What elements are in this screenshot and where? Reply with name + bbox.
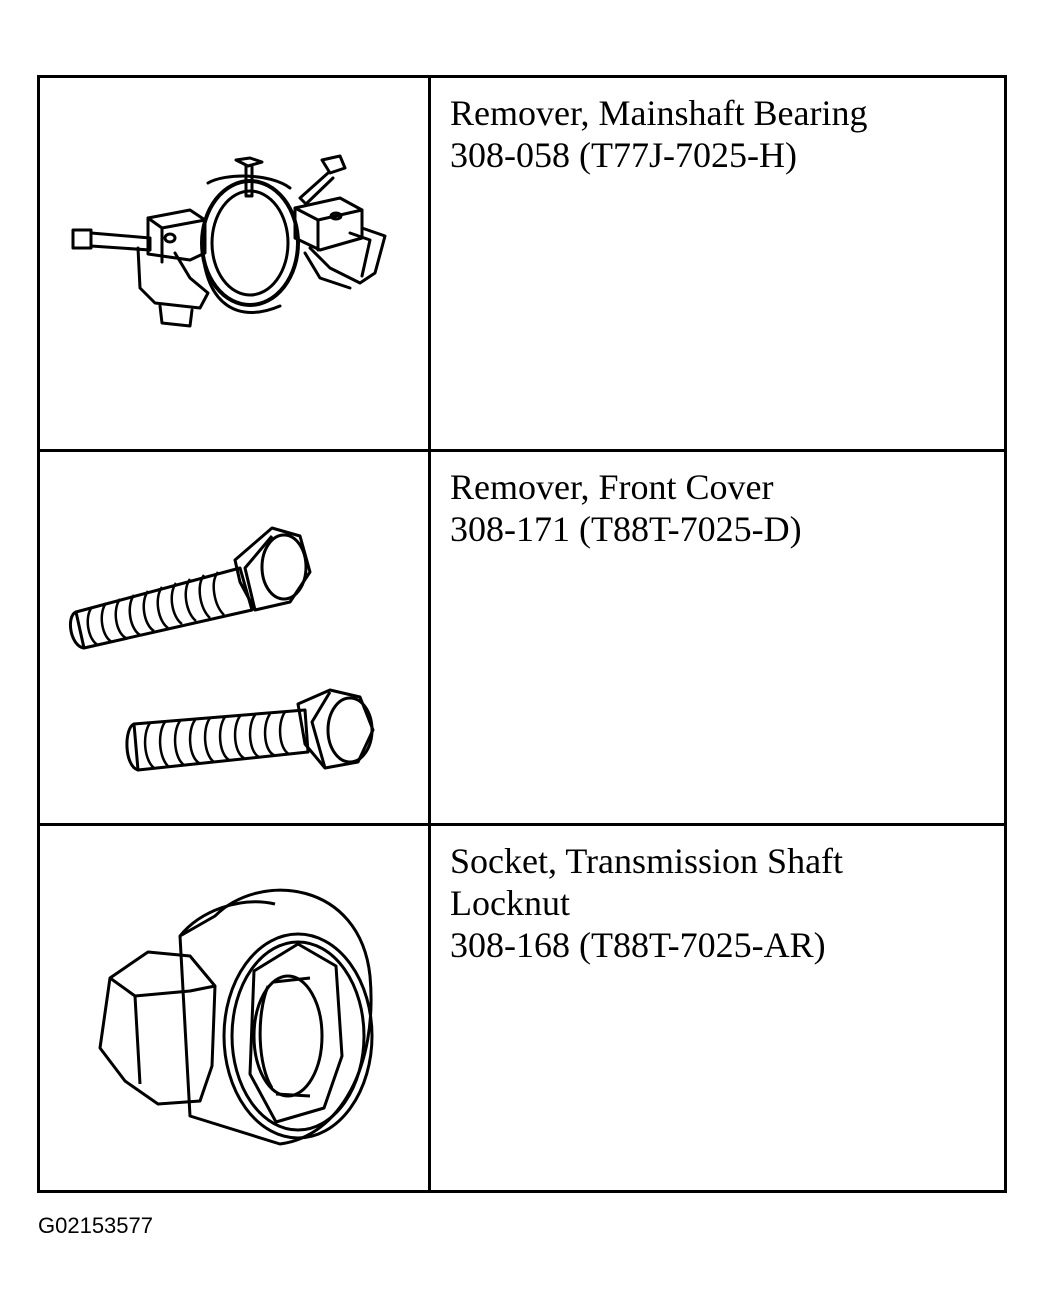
tool-illustration-cell xyxy=(40,78,431,449)
special-tools-table xyxy=(37,75,1007,1193)
tool-name: Socket, Transmission Shaft xyxy=(450,841,844,881)
tool-number: 308-171 (T88T-7025-D) xyxy=(450,509,802,549)
tool-name: Remover, Mainshaft Bearing xyxy=(450,93,868,133)
tool-row xyxy=(40,78,1004,452)
tool-illustration-cell xyxy=(40,452,431,823)
tool-name: Remover, Front Cover xyxy=(450,467,774,507)
tool-description xyxy=(450,466,995,550)
tool-row xyxy=(40,452,1004,826)
tool-number: 308-168 (T88T-7025-AR) xyxy=(450,925,826,965)
tool-number: 308-058 (T77J-7025-H) xyxy=(450,135,797,175)
figure-id: G02153577 xyxy=(38,1213,153,1238)
tool-row xyxy=(40,826,1004,1190)
tool-description xyxy=(450,840,995,966)
tool-name-continued: Locknut xyxy=(450,883,570,923)
tool-description xyxy=(450,92,995,176)
bolts-icon xyxy=(40,452,431,826)
bearing-remover-icon xyxy=(40,78,431,452)
locknut-socket-icon xyxy=(40,826,431,1190)
tool-illustration-cell xyxy=(40,826,431,1190)
